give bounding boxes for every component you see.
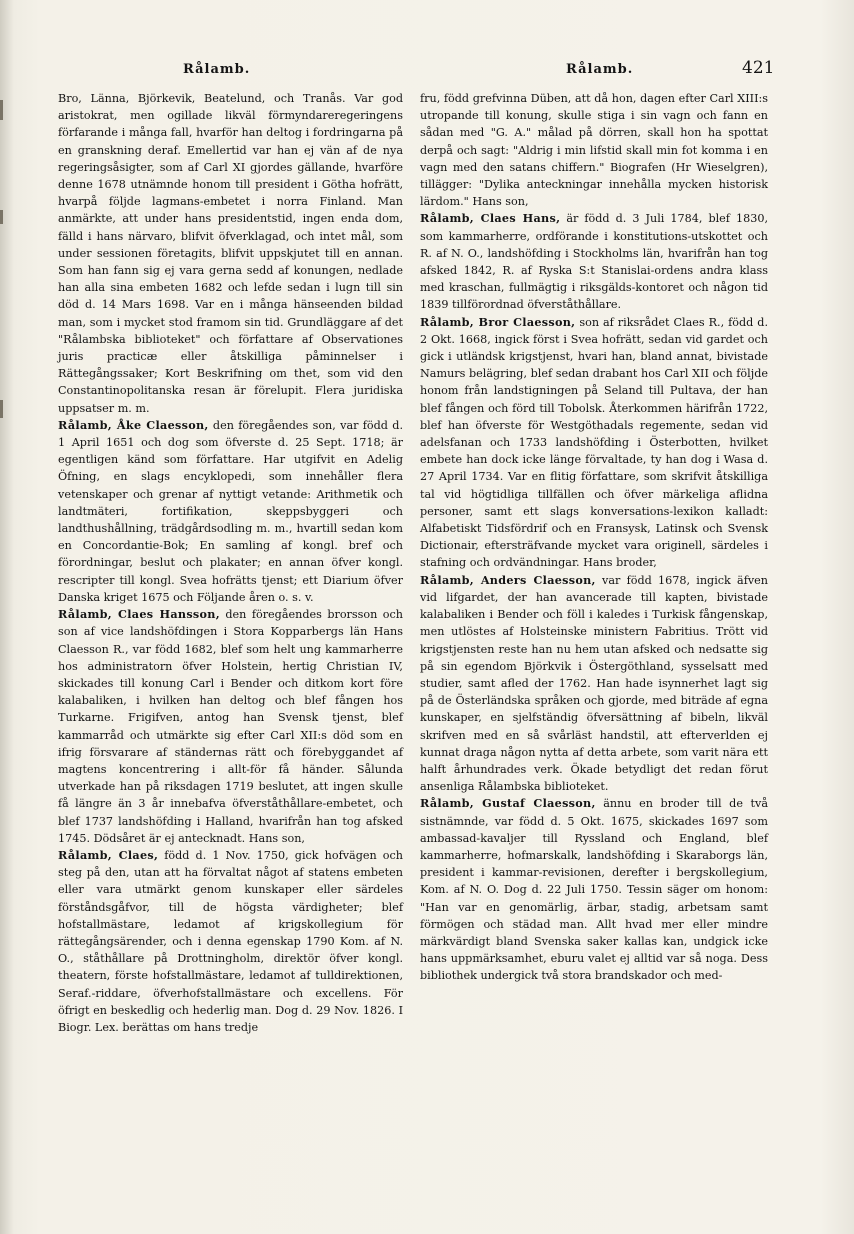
entry-paragraph [58,90,403,417]
entry-headword: Rålamb, Claes Hansson, [58,607,220,622]
entry-headword: Rålamb, Åke Claesson, [58,417,209,432]
entry-paragraph [420,795,768,984]
running-title-left: Rålamb. [183,62,251,77]
entry-text: var född 1678, ingick äfven vid lifgardet, der han avancerade till kapten, bivistade kalabaliken i Bender och föll i kaledes i Turkisk fångenskap, men utlöstes af Holsteinske ministern Fabritius. Trött vid krigstjensten reste han nu hem utan afsked och nedsatte sig på sin egendom Björkvik i Östergöthland, sysselsatt med studier, samt afled der 1762. Han hade isynnerhet lagt sig på de Österländska språken och gjorde, med biträde af egna kunskaper, en sjelfständig öfversättning af bibeln, likväl skrifven med en så svårläst handstil, att efterverlden ej kunnat draga någon nytta af detta arbete, som varit nära ett halft århundrades verk. Ökade betydligt det redan förut ansenliga Rålambska biblioteket. [420,573,769,794]
entry-paragraph [420,90,768,210]
entry-text: den föregåendes son, var född d. 1 April 1651 och dog som öfverste d. 25 Sept. 1718; är egentligen känd som författare. Har utgifvit en Adelig Öfning, en slags encyklopedi, som innehåller flera vetenskaper och grenar af nyttigt vetande: Arithmetik och landtmäteri, fortifikation, skeppsbyggeri och landthushållning, trädgårdsodling m. m., hvartill sedan kom en Concordantie-Bok; En samling af kongl. bref och förordningar, beslut och plakater; en annan öfver kongl. rescripter till kongl. Svea hofrätts tjenst; ett Diarium öfver Danska kriget 1675 och Följande åren o. s. v. [58,418,404,604]
entry-headword: Rålamb, Bror Claesson, [420,314,576,329]
entry-headword: Rålamb, Claes, [58,847,159,862]
entry-text: född d. 1 Nov. 1750, gick hofvägen och steg på den, utan att ha förvaltat något af statens embeten eller vara utmärkt genom kunskaper eller särdeles förståndsgåfvor, till de högsta värdigheter; blef hofstallmästare, ledamot af krigskollegium för rättegångsärender, och i denna egenskap 1790 Kom. af N. O., ståthållare på Drottningholm, direktör öfver kongl. theatern, förste hofstallmästare, ledamot af tulldirektionen, Seraf.-riddare, öfverhofstallmästare och excellens. För öfrigt en beskedlig och hederlig man. Dog d. 29 Nov. 1826. I Biogr. Lex. berättas om hans tredje [58,848,403,1034]
entry-headword: Rålamb, Gustaf Claesson, [420,796,596,811]
running-title-right: Rålamb. [566,62,634,77]
entry-text: fru, född grefvinna Düben, att då hon, dagen efter Carl XIII:s utropande till konung, skulle stiga i sin vagn och fann en sådan med "G. A." målad på dörren, skall hon ha spottat derpå och sagt: "Aldrig i min lifstid skall min fot komma i en vagn med den satans chiffern." Biografen (Hr Wieselgren), tillägger: "Dylika anteckningar innehålla mycken historisk lärdom." Hans son, [420,92,768,209]
entry-text: den föregåendes brorsson och son af vice landshöfdingen i Stora Kopparbergs län Hans Claesson R., var född 1682, blef som helt ung kammarherre hos administratorn öfver Holstein, hertig Christian IV, skickades till konung Carl i Bender och ditkom kort före kalabaliken, i hvilken han deltog och blef fången hos Turkarne. Frigifven, antog han Svensk tjenst, blef kammarråd och utmärkte sig efter Carl XII:s död som en ifrig försvarare af ständernas rätt och förebyggandet af magtens koncentrering i allt-för få händer. Sålunda utverkade han på riksdagen 1719 beslutet, att ingen skulle få längre än 3 år innebafva öfverståthållare-embetet, och blef 1737 landshöfding i Halland, hvarifrån han tog afsked 1745. Dödsåret är ej antecknadt. Hans son, [58,608,403,845]
entry-paragraph [420,210,768,313]
entry-paragraph [58,847,403,1036]
running-header [0,58,854,82]
entry-paragraph [420,572,768,796]
entry-text: Bro, Länna, Björkevik, Beatelund, och Tranås. Var god aristokrat, men ogillade likväl förmyndareregeringens förfarande i många fall, hvarför han deltog i fordringarna på en granskning deraf. Emellertid var han ej vän af de nya regeringsåsigter, som af Carl XI gjordes gällande, hvarföre denne 1678 utnämnde honom till president i Götha hofrätt, hvarpå följde lagmans-embetet i norra Finland. Man anmärkte, att under hans presidentstid, ingen enda dom, fälld i hans närvaro, blifvit öfverklagad, och intet mål, som under sessionen företagits, blifvit uppskjutet till en annan. Som han fann sig ej vara gerna sedd af konungen, nedlade han alla sina embeten 1682 och lefde sedan i lugn till sin död d. 14 Mars 1698. Var en i många hänseenden bildad man, som i mycket stod framom sin tid. Grundläggare af det "Rålambska biblioteket" och författare af Observationes juris practicæ eller åtskilliga påminnelser i Rättegångssaker; Kort Beskrifning om thet, som vid den Constantinopolitanska resan är förelupit. Flera juridiska uppsatser m. m. [58,92,403,415]
right-column [420,90,768,985]
entry-paragraph [420,314,768,572]
left-column [58,90,403,1036]
binding-mark [0,400,3,418]
page-number: 421 [742,58,775,78]
entry-text: ännu en broder till de två sistnämnde, var född d. 5 Okt. 1675, skickades 1697 som ambassad-kavaljer till Ryssland och England, blef kammarherre, hofmarskalk, landshöfding i Skaraborgs län, president i kammar-revisionen, derefter i bergskollegium, Kom. af N. O. Dog d. 22 Juli 1750. Tessin säger om honom: "Han var en genomärlig, ärbar, stadig, arbetsam samt förmögen och städad man. Allt hvad mer eller mindre märkvärdigt bland Svenska saker kallas kan, undgick icke hans uppmärksamhet, eburu valet ej alltid var så noga. Dess bibliothek undergick två stora brandskador och med- [420,797,768,983]
entry-headword: Rålamb, Claes Hans, [420,211,561,226]
entry-text: är född d. 3 Juli 1784, blef 1830, som kammarherre, ordförande i konstitutions-utskottet och R. af N. O., landshöfding i Stockholms län, hvarifrån han tog afsked 1842, R. af Ryska S:t Stanislai-ordens andra klass med kraschan, fullmägtig i riksgälds-kontoret och någon tid 1839 tillförordnad öfverståthållare. [420,212,769,312]
entry-paragraph [58,606,403,847]
entry-paragraph [58,417,403,606]
binding-mark [0,100,3,120]
binding-mark [0,210,3,224]
entry-text: son af riksrådet Claes R., född d. 2 Okt. 1668, ingick först i Svea hofrätt, sedan vid gardet och gick i utländsk krigstjenst, hvari han, bland annat, bivistade Namurs belägring, blef sedan drabant hos Carl XII och följde honom från landstigningen på Seland till Pultava, der han blef fången och förd till Tobolsk. Återkommen härifrån 1722, blef han öfverste för Westgöthadals regemente, sedan vid adelsfanan och 1733 landshöfding i Österbotten, hvilket embete han dock icke länge förvaltade, ty han dog i Wasa d. 27 April 1734. Var en flitig författare, som skrifvit åtskilliga tal vid högtidliga tillfällen och öfver märkeliga aflidna personer, samt ett slags konversations-lexikon kalladt: Alfabetiskt Tidsfördrif och en Fransysk, Latinsk och Svensk Dictionair, eftersträfvande mycket vara originell, särdeles i stafning och ordvändningar. Hans broder, [420,315,768,570]
entry-headword: Rålamb, Anders Claesson, [420,572,596,587]
